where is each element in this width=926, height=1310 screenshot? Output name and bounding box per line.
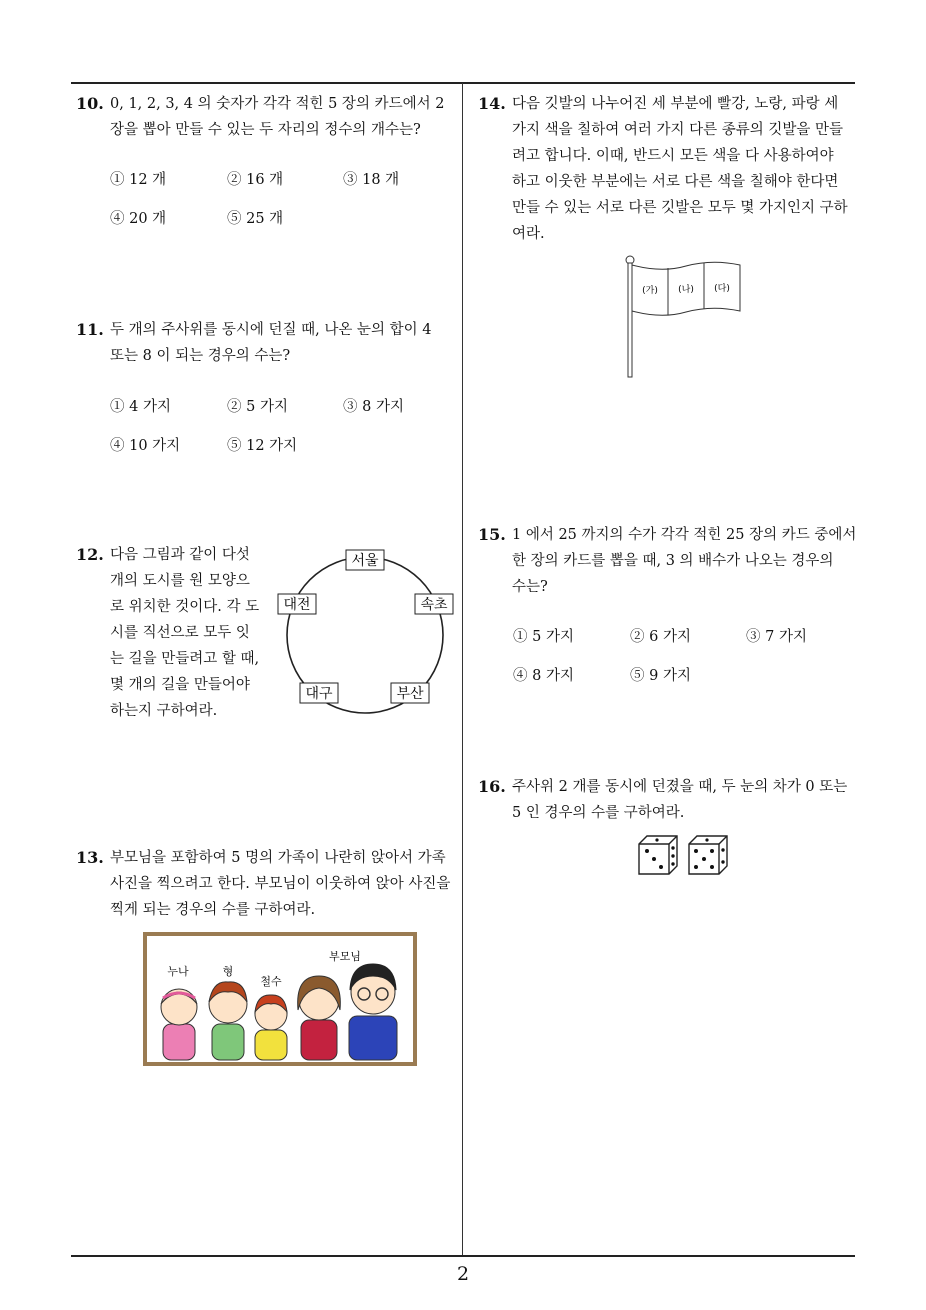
question-text: 두 개의 주사위를 동시에 던질 때, 나온 눈의 합이 4 또는 8 이 되는 경우의 수는? — [110, 322, 432, 364]
bottom-rule — [71, 1255, 855, 1257]
dice-pair — [637, 834, 733, 878]
question-12 — [76, 542, 276, 724]
flag-part-b: (나) — [678, 285, 694, 295]
label-hyeong: 형 — [222, 965, 234, 978]
die-1 — [639, 836, 677, 874]
top-rule — [71, 82, 855, 84]
question-15 — [478, 522, 863, 600]
question-10 — [76, 91, 461, 143]
question-text: 다음 깃발의 나누어진 세 부분에 빨강, 노랑, 파랑 세 가지 색을 칠하여 여러 가지 다른 종류의 깃발을 만들 려고 합니다. 이때, 반드시 모든 색을 다 사용하여야 하고 이웃한 부분에는 서로 다른 색을 칠해야 한다면 만들 수 있는 서로 다른 깃발은 모두 몇 가지인지 구하 여라. — [512, 96, 848, 242]
question-number: 10. — [76, 94, 104, 113]
question-text: 1 에서 25 까지의 수가 각각 적힌 25 장의 카드 중에서 한 장의 카드를 뽑을 때, 3 의 배수가 나오는 경우의 수는? — [512, 527, 857, 595]
question-text: 주사위 2 개를 동시에 던졌을 때, 두 눈의 차가 0 또는 5 인 경우의 수를 구하여라. — [512, 779, 848, 821]
option-5[interactable]: ⑤ 12 가지 — [227, 438, 298, 454]
question-16 — [478, 774, 863, 826]
option-1[interactable]: ① 4 가지 — [110, 399, 171, 415]
city-seoul: 서울 — [351, 553, 379, 569]
option-3[interactable]: ③ 8 가지 — [343, 399, 404, 415]
city-daejeon: 대전 — [283, 597, 311, 613]
option-4[interactable]: ④ 20 개 — [110, 211, 167, 227]
option-5[interactable]: ⑤ 25 개 — [227, 211, 284, 227]
option-5[interactable]: ⑤ 9 가지 — [630, 668, 691, 684]
column-divider — [462, 83, 463, 1256]
die-2 — [689, 836, 727, 874]
option-3[interactable]: ③ 7 가지 — [746, 629, 807, 645]
question-text: 다음 그림과 같이 다섯 개의 도시를 원 모양으 로 위치한 것이다. 각 도 시를 직선으로 모두 잇 는 길을 만들려고 할 때, 몇 개의 길을 만들어야 하는지 구하여라. — [110, 547, 260, 719]
flag-part-a: (가) — [642, 286, 658, 296]
question-number: 16. — [478, 777, 506, 796]
flag-diagram — [622, 253, 747, 381]
family-photo-illustration — [143, 932, 417, 1068]
city-sokcho: 속초 — [420, 597, 448, 613]
city-daegu: 대구 — [305, 686, 333, 702]
question-number: 14. — [478, 94, 506, 113]
option-2[interactable]: ② 5 가지 — [227, 399, 288, 415]
question-14 — [478, 91, 863, 247]
option-2[interactable]: ② 16 개 — [227, 172, 284, 188]
label-cheolsu: 철수 — [260, 975, 282, 988]
option-2[interactable]: ② 6 가지 — [630, 629, 691, 645]
question-number: 11. — [76, 320, 104, 339]
option-1[interactable]: ① 5 가지 — [513, 629, 574, 645]
label-nuna: 누나 — [167, 965, 189, 978]
city-circle-diagram — [270, 545, 460, 720]
label-bumonim: 부모님 — [329, 950, 361, 963]
question-number: 12. — [76, 545, 104, 564]
question-11 — [76, 317, 461, 369]
option-1[interactable]: ① 12 개 — [110, 172, 167, 188]
question-text: 부모님을 포함하여 5 명의 가족이 나란히 앉아서 가족 사진을 찍으려고 한다. 부모님이 이웃하여 앉아 사진을 찍게 되는 경우의 수를 구하여라. — [110, 850, 451, 918]
question-number: 13. — [76, 848, 104, 867]
question-text: 0, 1, 2, 3, 4 의 숫자가 각각 적힌 5 장의 카드에서 2 장을 뽑아 만들 수 있는 두 자리의 정수의 개수는? — [110, 96, 445, 138]
question-number: 15. — [478, 525, 506, 544]
flag-pole — [628, 263, 632, 377]
flag-part-c: (다) — [714, 284, 730, 294]
option-4[interactable]: ④ 8 가지 — [513, 668, 574, 684]
page-number: 2 — [456, 1263, 470, 1285]
option-4[interactable]: ④ 10 가지 — [110, 438, 181, 454]
city-busan: 부산 — [396, 686, 424, 702]
option-3[interactable]: ③ 18 개 — [343, 172, 400, 188]
question-13 — [76, 845, 461, 923]
